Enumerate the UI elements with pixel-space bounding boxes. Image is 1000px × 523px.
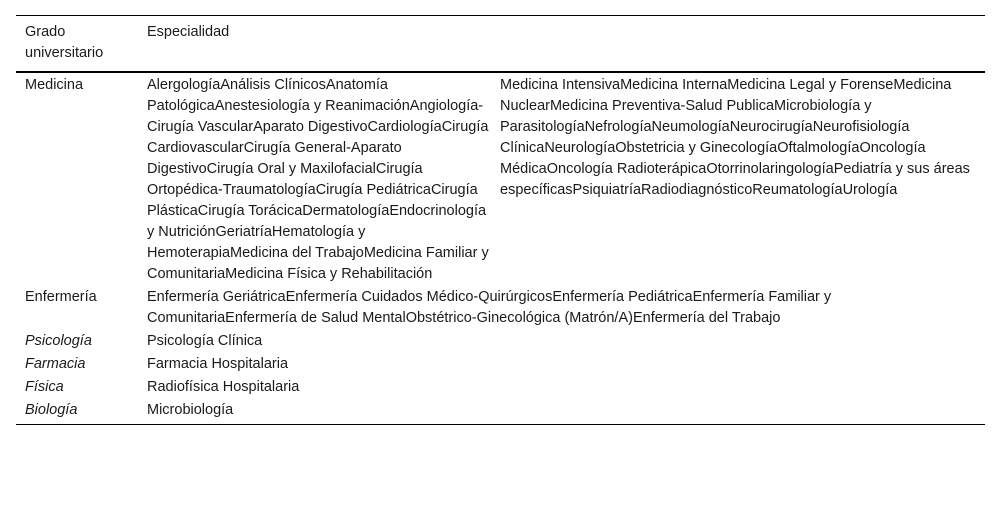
table-header [16, 16, 985, 73]
degree-cell: Psicología [25, 333, 92, 349]
table-row-biologia [16, 398, 985, 425]
table-row-enfermeria [16, 285, 985, 329]
specialty-cell: Psicología Clínica [147, 333, 263, 349]
specialty-cell: Enfermería GeriátricaEnfermería Cuidados Médico-QuirúrgicosEnfermería PediátricaEnfermería Familiar y ComunitariaEnfermería de Salud MentalObstétrico-Ginecológica (Matrón/A)Enfermería del Trabajo [147, 289, 832, 326]
table-row-medicina [16, 72, 985, 285]
specialty-cell-col1: AlergologíaAnálisis ClínicosAnatomía PatológicaAnestesiología y ReanimaciónAngiología-Cirugía VascularAparato DigestivoCardiologíaCirugía CardiovascularCirugía General-Aparato DigestivoCirugía Oral y MaxilofacialCirugía Ortopédica-TraumatologíaCirugía PediátricaCirugía PlásticaCirugía TorácicaDermatologíaEndocrinología y NutriciónGeriatríaHematología y HemoterapiaMedicina del TrabajoMedicina Familiar y ComunitariaMedicina Física y Rehabilitación [147, 77, 489, 282]
specialty-cell: Farmacia Hospitalaria [147, 356, 289, 372]
specialty-cell-col2: Medicina IntensivaMedicina InternaMedicina Legal y ForenseMedicina NuclearMedicina Preventiva-Salud PublicaMicrobiología y ParasitologíaNefrologíaNeumologíaNeurocirugíaNeurofisiología ClínicaNeurologíaObstetricia y GinecologíaOftalmologíaOncología MédicaOncología RadioterápicaOtorrinolaringologíaPediatría y sus áreas específicasPsiquiatríaRadiodiagnósticoReumatologíaUrología [500, 77, 970, 198]
table-row-fisica [16, 375, 985, 398]
specialties-table-container [16, 15, 985, 425]
header-row [16, 16, 985, 73]
degree-cell: Medicina [25, 77, 84, 93]
degree-cell: Biología [25, 402, 78, 418]
table-row-psicologia [16, 329, 985, 352]
header-specialty: Especialidad [147, 24, 230, 40]
degree-cell: Física [25, 379, 64, 395]
degree-cell: Farmacia [25, 356, 86, 372]
specialty-cell: Radiofísica Hospitalaria [147, 379, 300, 395]
table-body [16, 72, 985, 425]
table-row-farmacia [16, 352, 985, 375]
specialties-table [16, 15, 985, 425]
specialty-cell: Microbiología [147, 402, 234, 418]
degree-cell: Enfermería [25, 289, 97, 305]
header-degree: Grado universitario [25, 24, 104, 61]
